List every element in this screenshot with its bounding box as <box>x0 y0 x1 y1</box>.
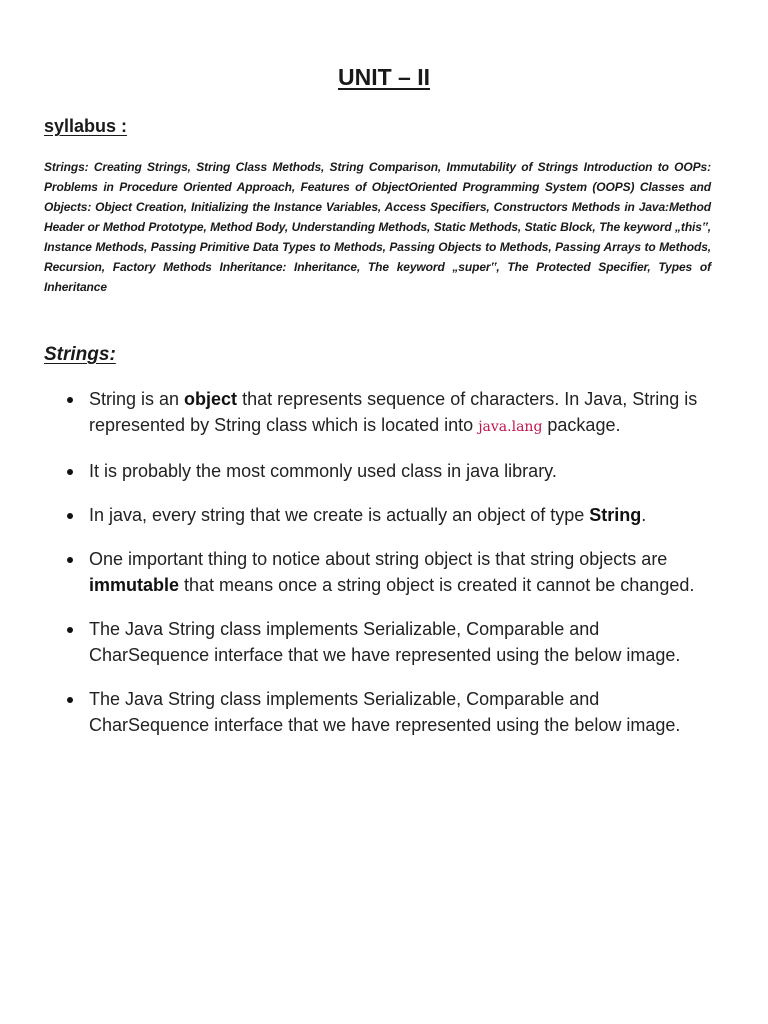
bullet-item <box>44 502 724 528</box>
bullet-text-post: that means once a string object is created it cannot be changed. <box>179 575 695 595</box>
bullet-icon <box>67 627 73 633</box>
bullet-text-post: package. <box>542 415 621 435</box>
syllabus-text: Strings: Creating Strings, String Class Methods, String Comparison, Immutability of Strings Introduction to OOPs: Problems in Procedure Oriented Approach, Features of ObjectOriented Programming System (OOPS) Classes and Objects: Object Creation, Initializing the Instance Variables, Access Specifiers, Constructors Methods in Java:Method Header or Method Prototype, Method Body, Understanding Methods, Static Methods, Static Block, The keyword „this‟, Instance Methods, Passing Primitive Data Types to Methods, Passing Objects to Methods, Passing Arrays to Methods, Recursion, Factory Methods Inheritance: Inheritance, The keyword „super‟, The Protected Specifier, Types of Inheritance <box>44 160 711 294</box>
bullet-icon <box>67 557 73 563</box>
bullet-text-post: . <box>641 505 647 525</box>
bullet-text-mid: that represents sequence of characters. In Java, String is represented by String class which is located into <box>89 389 698 435</box>
bullet-text-pre: In java, every string that we create is actually an object of type <box>89 505 590 525</box>
bullet-text-bold: immutable <box>89 575 180 595</box>
bullet-text-bold: object <box>184 389 238 409</box>
bullet-icon <box>67 469 73 475</box>
bullet-text: The Java String class implements Serializable, Comparable and CharSequence interface that we have represented using the below image. <box>89 619 681 665</box>
bullet-icon <box>67 397 73 403</box>
bullet-item <box>44 616 724 668</box>
bullet-item <box>44 458 724 484</box>
bullet-text-pre: String is an <box>89 389 185 409</box>
strings-bullet-list <box>44 386 724 756</box>
bullet-item <box>44 386 724 440</box>
syllabus-heading: syllabus : <box>44 116 128 136</box>
bullet-text: It is probably the most commonly used class in java library. <box>89 461 557 481</box>
bullet-text-bold: String <box>589 505 642 525</box>
bullet-icon <box>67 697 73 703</box>
bullet-icon <box>67 513 73 519</box>
bullet-text-pre: One important thing to notice about string object is that string objects are <box>89 549 668 569</box>
bullet-item <box>44 546 724 598</box>
bullet-text: The Java String class implements Serializable, Comparable and CharSequence interface that we have represented using the below image. <box>89 689 681 735</box>
inline-code: java.lang <box>478 419 543 435</box>
strings-heading: Strings: <box>44 344 116 365</box>
unit-title: UNIT – II <box>337 64 430 90</box>
bullet-item <box>44 686 724 738</box>
